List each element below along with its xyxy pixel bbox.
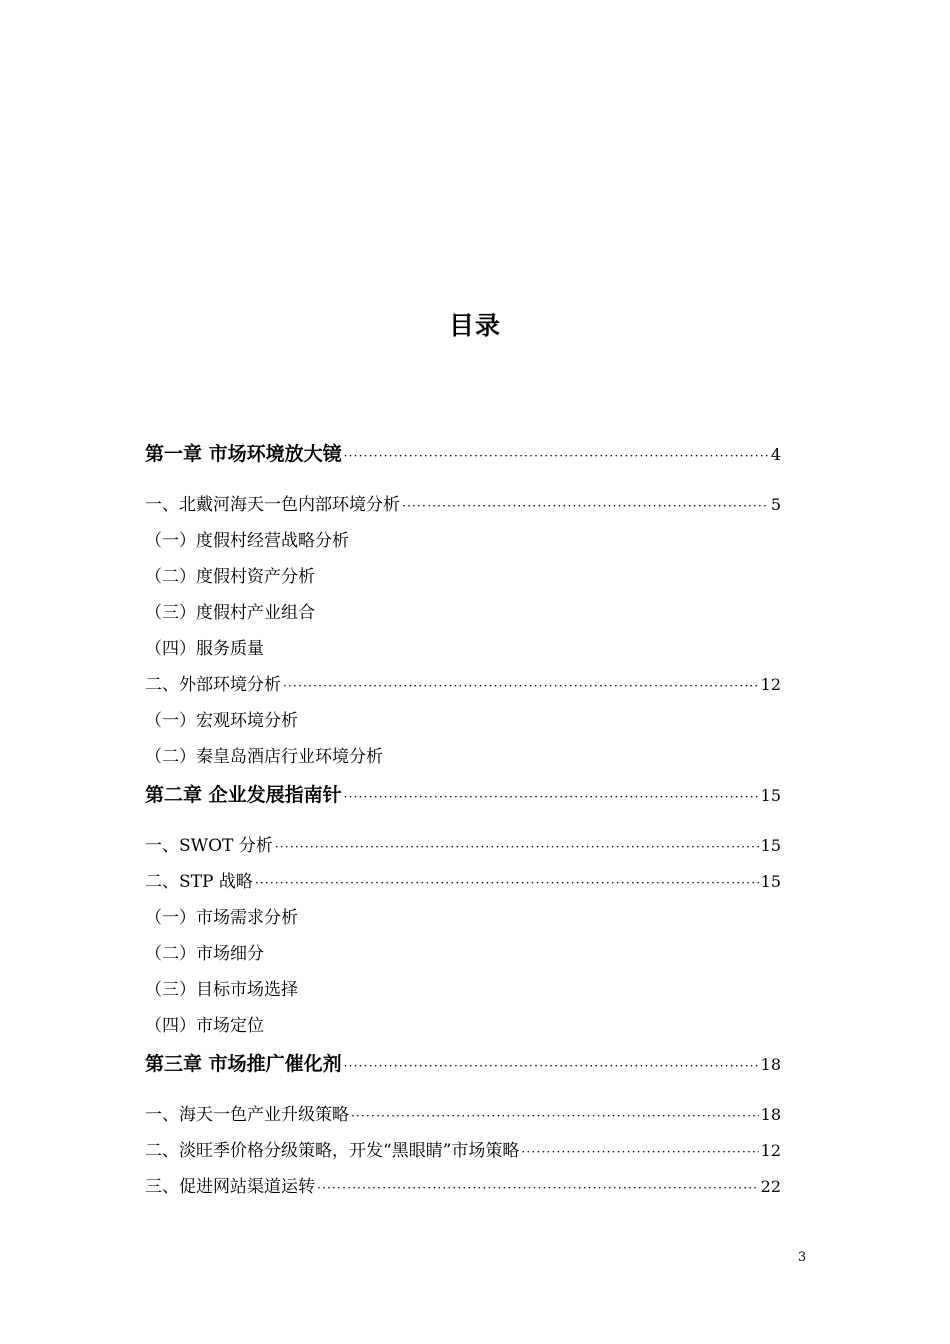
toc-entry-label: （四）市场定位 [145, 1016, 264, 1036]
toc-entry-label: （二）秦皇岛酒店行业环境分析 [145, 747, 383, 767]
toc-section-entry[interactable] [145, 828, 781, 864]
toc-subsection-entry[interactable] [145, 739, 781, 775]
toc-entry-label: 一、北戴河海天一色内部环境分析 [145, 495, 400, 515]
toc-entry-label: （一）宏观环境分析 [145, 711, 298, 731]
dot-leader [521, 1134, 758, 1170]
page-number: 3 [798, 1250, 807, 1265]
toc-entry-label: 一、海天一色产业升级策略 [145, 1105, 349, 1125]
dot-leader [351, 1098, 759, 1134]
dot-leader [344, 777, 759, 817]
toc-subsection-entry[interactable] [145, 631, 781, 667]
toc-entry-page-number: 12 [760, 675, 781, 694]
toc-subsection-entry[interactable] [145, 900, 781, 936]
toc-subsection-entry[interactable] [145, 523, 781, 559]
toc-entry-page-number: 15 [760, 786, 781, 805]
toc-entry-page-number: 18 [760, 1105, 781, 1124]
toc-subsection-entry[interactable] [145, 936, 781, 972]
toc-entry-label: （二）市场细分 [145, 944, 264, 964]
toc-entry-label: （三）目标市场选择 [145, 980, 298, 1000]
dot-leader [402, 488, 769, 524]
toc-section-entry[interactable] [145, 1169, 781, 1205]
toc-entry-page-number: 12 [760, 1141, 781, 1160]
toc-entry-label: 一、SWOT 分析 [145, 836, 273, 856]
toc-entry-label: （一）市场需求分析 [145, 908, 298, 928]
toc-entry-label: （一）度假村经营战略分析 [145, 531, 349, 551]
toc-entry-page-number: 22 [760, 1177, 781, 1196]
toc-section-entry[interactable] [145, 487, 781, 523]
toc-entry-label: 第一章 市场环境放大镜 [145, 443, 342, 465]
toc-entry-label: （三）度假村产业组合 [145, 603, 315, 623]
toc-subsection-entry[interactable] [145, 1008, 781, 1044]
toc-entry-page-number: 4 [770, 445, 781, 464]
toc-subsection-entry[interactable] [145, 972, 781, 1008]
toc-section-entry[interactable] [145, 667, 781, 703]
toc-chapter-entry[interactable] [145, 434, 781, 474]
toc-section-entry[interactable] [145, 1133, 781, 1169]
dot-leader [255, 865, 759, 901]
toc-entry-label: 第三章 市场推广催化剂 [145, 1053, 342, 1075]
toc-entry-page-number: 18 [760, 1055, 781, 1074]
toc-entry-label: 三、促进网站渠道运转 [145, 1177, 315, 1197]
dot-leader [344, 436, 769, 476]
toc-subsection-entry[interactable] [145, 595, 781, 631]
toc-chapter-entry[interactable] [145, 775, 781, 815]
toc-entry-page-number: 15 [760, 872, 781, 891]
dot-leader [275, 829, 759, 865]
toc-section-entry[interactable] [145, 1097, 781, 1133]
toc-chapter-entry[interactable] [145, 1044, 781, 1084]
toc-subsection-entry[interactable] [145, 703, 781, 739]
toc-title: 目录 [448, 311, 501, 340]
toc-entry-label: 二、外部环境分析 [145, 675, 281, 695]
dot-leader [283, 668, 759, 704]
toc-entry-label: （四）服务质量 [145, 639, 264, 659]
toc-entry-label: 二、淡旺季价格分级策略，开发“黑眼睛”市场策略 [145, 1141, 520, 1161]
toc-section-entry[interactable] [145, 864, 781, 900]
toc-entry-label: 二、STP 战略 [145, 872, 253, 892]
toc-entry-page-number: 15 [760, 836, 781, 855]
toc-subsection-entry[interactable] [145, 559, 781, 595]
toc-entry-page-number: 5 [770, 495, 781, 514]
toc-entry-label: 第二章 企业发展指南针 [145, 784, 342, 806]
dot-leader [317, 1170, 759, 1206]
table-of-contents [145, 434, 781, 1205]
toc-entry-label: （二）度假村资产分析 [145, 567, 315, 587]
dot-leader [344, 1046, 759, 1086]
